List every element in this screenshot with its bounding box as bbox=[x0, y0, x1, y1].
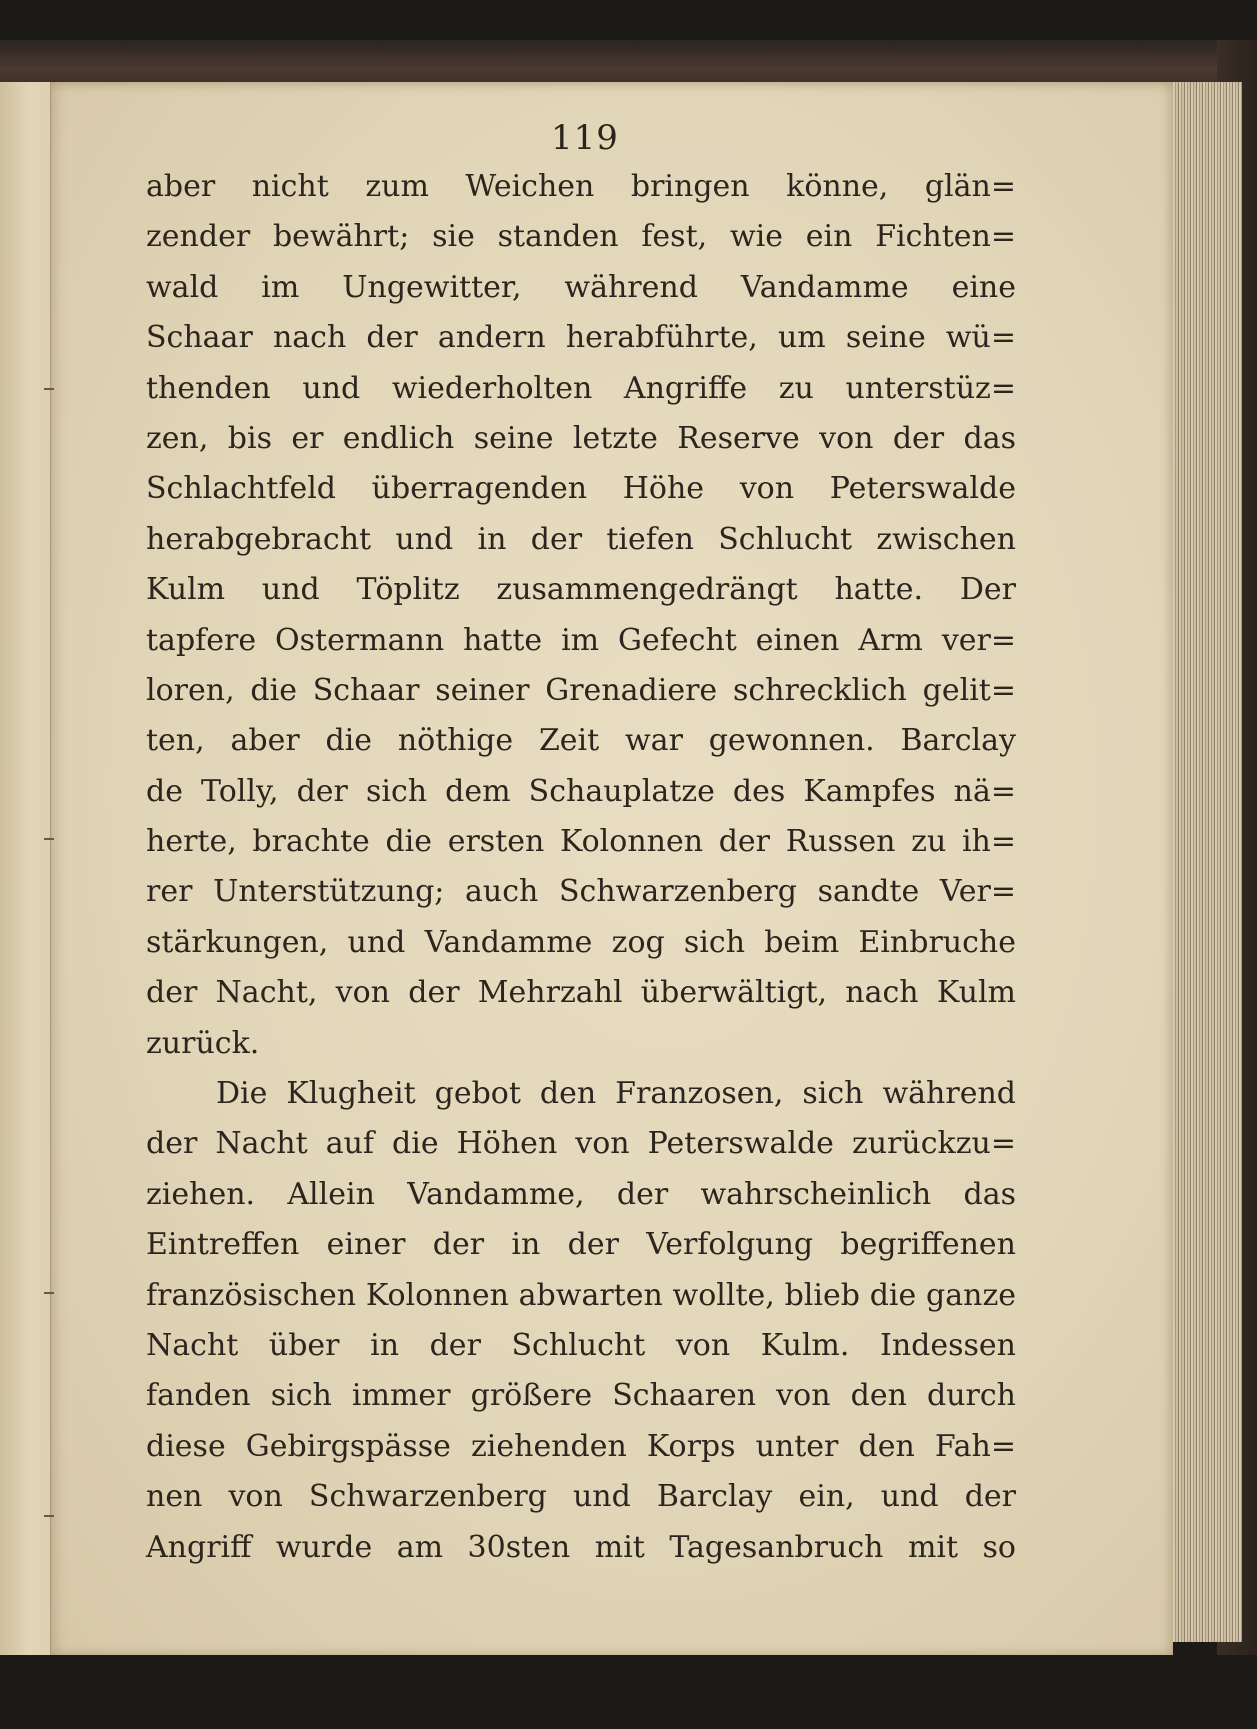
bottom-shadow bbox=[0, 1655, 1257, 1729]
text-line: der Nacht, von der Mehrzahl überwältigt, nach Kulm bbox=[146, 975, 1016, 1011]
margin-mark bbox=[44, 1292, 54, 1294]
text-line: ziehen. Allein Vandamme, der wahrscheinlich das bbox=[146, 1176, 1016, 1212]
text-line: wald im Ungewitter, während Vandamme eine bbox=[146, 269, 1016, 305]
binding-gutter bbox=[0, 82, 51, 1662]
page-number: 119 bbox=[551, 118, 619, 158]
text-line: de Tolly, der sich dem Schauplatze des Kampfes nä= bbox=[146, 773, 1016, 809]
book-cover-top bbox=[0, 40, 1257, 88]
text-line: Kulm und Töplitz zusammengedrängt hatte. Der bbox=[146, 572, 1016, 608]
text-line: fanden sich immer größere Schaaren von den durch bbox=[146, 1378, 1016, 1414]
text-line: aber nicht zum Weichen bringen könne, glän= bbox=[146, 169, 1016, 204]
text-line: rer Unterstützung; auch Schwarzenberg sandte Ver= bbox=[146, 874, 1016, 910]
text-line: loren, die Schaar seiner Grenadiere schrecklich gelit= bbox=[146, 672, 1016, 708]
text-line: nen von Schwarzenberg und Barclay ein, und der bbox=[146, 1479, 1016, 1515]
text-line: thenden und wiederholten Angriffe zu unterstüz= bbox=[146, 370, 1016, 406]
text-line: zen, bis er endlich seine letzte Reserve von der das bbox=[146, 420, 1016, 456]
text-line: ten, aber die nöthige Zeit war gewonnen. Barclay bbox=[146, 723, 1016, 759]
text-line: herabgebracht und in der tiefen Schlucht zwischen bbox=[146, 521, 1016, 557]
text-line: Schlachtfeld überragenden Höhe von Peterswalde bbox=[146, 471, 1016, 507]
text-line: Schaar nach der andern herabführte, um seine wü= bbox=[146, 320, 1016, 356]
text-line: stärkungen, und Vandamme zog sich beim Einbruche bbox=[146, 924, 1016, 960]
margin-mark bbox=[44, 838, 54, 840]
text-line: diese Gebirgspässe ziehenden Korps unter den Fah= bbox=[146, 1428, 1016, 1464]
text-line: Eintreffen einer der in der Verfolgung begriffenen bbox=[146, 1227, 1016, 1263]
text-line: französischen Kolonnen abwarten wollte, blieb die ganze bbox=[146, 1277, 1016, 1313]
text-line: tapfere Ostermann hatte im Gefecht einen Arm ver= bbox=[146, 622, 1016, 658]
text-line-paragraph-start: Die Klugheit gebot den Franzosen, sich während bbox=[216, 1076, 1016, 1112]
text-line: Nacht über in der Schlucht von Kulm. Indessen bbox=[146, 1327, 1016, 1363]
margin-mark bbox=[44, 1515, 54, 1517]
text-line: zender bewährt; sie standen fest, wie ein Fichten= bbox=[146, 219, 1016, 255]
text-line: der Nacht auf die Höhen von Peterswalde zurückzu= bbox=[146, 1126, 1016, 1162]
body-text bbox=[146, 162, 1016, 1573]
page-edges bbox=[1170, 82, 1242, 1642]
text-line: herte, brachte die ersten Kolonnen der Russen zu ih= bbox=[146, 824, 1016, 860]
text-line: Angriff wurde am 30sten mit Tagesanbruch mit so bbox=[146, 1529, 1016, 1565]
text-line-paragraph-end: zurück. bbox=[146, 1025, 260, 1061]
margin-mark bbox=[44, 388, 54, 390]
